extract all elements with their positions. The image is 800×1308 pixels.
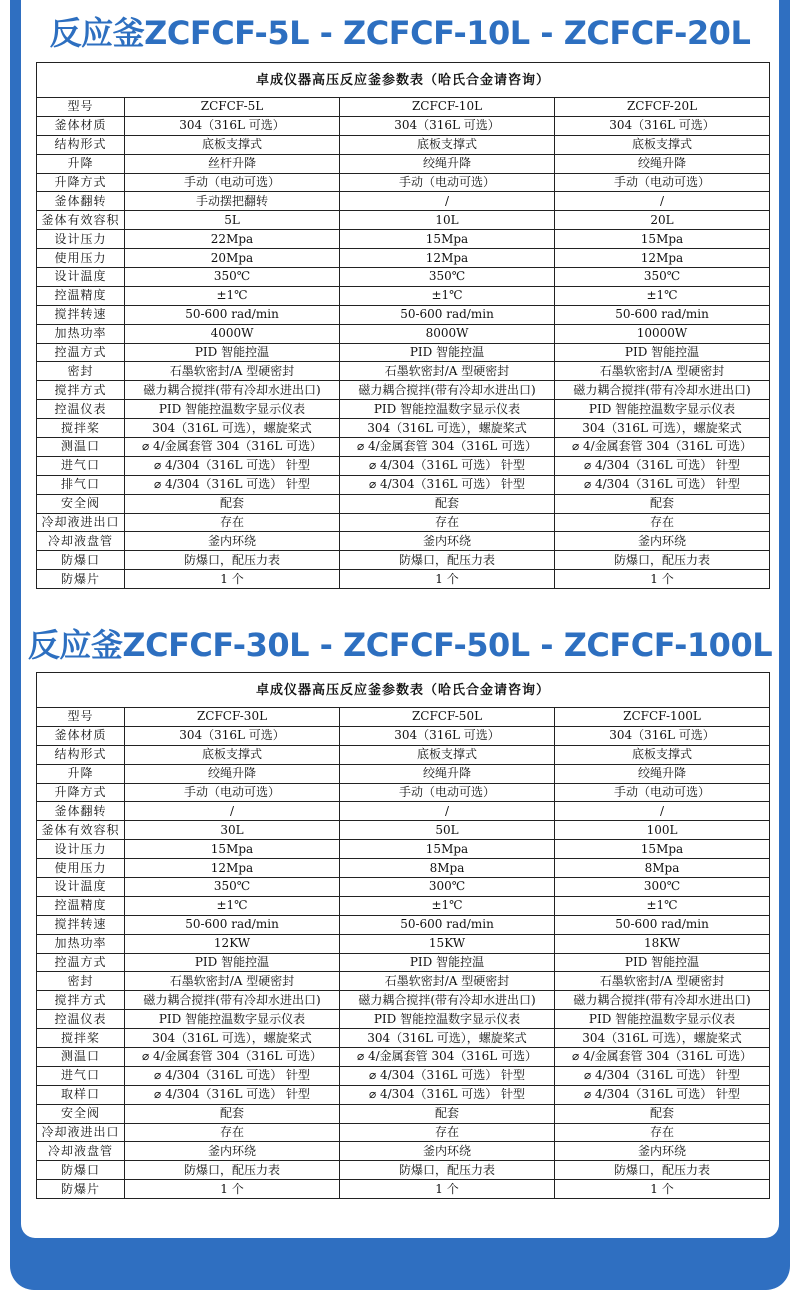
row-label: 防爆口 [37,551,125,570]
value-cell: 8000W [340,324,555,343]
value-cell: 304（316L 可选） [125,726,340,745]
value-cell: PID 智能控温数字显示仪表 [340,1010,555,1029]
value-cell: 底板支撑式 [555,745,770,764]
value-cell: 1 个 [125,570,340,589]
row-label: 安全阀 [37,494,125,513]
value-cell: ⌀ 4/金属套管 304（316L 可选） [125,438,340,457]
value-cell: / [555,192,770,211]
value-cell: 4000W [125,324,340,343]
row-label: 控温仪表 [37,400,125,419]
value-cell: 石墨软密封/A 型硬密封 [340,972,555,991]
value-cell: 100L [555,821,770,840]
row-label: 结构形式 [37,745,125,764]
table-row [37,1123,770,1142]
row-label: 密封 [37,972,125,991]
value-cell: 1 个 [125,1180,340,1199]
table-row [37,305,770,324]
value-cell: PID 智能控温数字显示仪表 [340,400,555,419]
value-cell: 手动（电动可选） [125,783,340,802]
value-cell: 存在 [340,1123,555,1142]
table-row [37,1029,770,1048]
value-cell: 防爆口，配压力表 [555,1161,770,1180]
value-cell: ⌀ 4/304（316L 可选） 针型 [555,1066,770,1085]
row-label: 控温方式 [37,953,125,972]
table-row [37,764,770,783]
value-cell: ZCFCF-5L [125,98,340,117]
value-cell: ZCFCF-100L [555,708,770,727]
row-label: 使用压力 [37,249,125,268]
value-cell: 304（316L 可选），螺旋桨式 [555,1029,770,1048]
value-cell: PID 智能控温 [340,343,555,362]
value-cell: 304（316L 可选），螺旋桨式 [340,419,555,438]
value-cell: 304（316L 可选），螺旋桨式 [125,419,340,438]
section-heading-2: 反应釜ZCFCF-30L - ZCFCF-50L - ZCFCF-100L [27,626,773,664]
value-cell: ⌀ 4/304（316L 可选） 针型 [340,456,555,475]
value-cell: 底板支撑式 [340,745,555,764]
value-cell: 15Mpa [125,840,340,859]
table-row [37,456,770,475]
table-row [37,116,770,135]
row-label: 安全阀 [37,1104,125,1123]
value-cell: 12KW [125,934,340,953]
table-row [37,173,770,192]
table-row [37,494,770,513]
row-label: 釜体有效容积 [37,211,125,230]
value-cell: ⌀ 4/金属套管 304（316L 可选） [340,1048,555,1067]
spec-table-1 [36,62,770,589]
value-cell: 釜内环绕 [555,532,770,551]
table-row [37,745,770,764]
value-cell: 15Mpa [340,840,555,859]
value-cell: ZCFCF-20L [555,98,770,117]
row-label: 进气口 [37,456,125,475]
value-cell: PID 智能控温数字显示仪表 [125,1010,340,1029]
value-cell: 304（316L 可选），螺旋桨式 [125,1029,340,1048]
table-row [37,230,770,249]
value-cell: 釜内环绕 [340,532,555,551]
value-cell: ±1℃ [555,286,770,305]
row-label: 冷却液进出口 [37,513,125,532]
table-row [37,1085,770,1104]
value-cell: 1 个 [340,1180,555,1199]
row-label: 冷却液盘管 [37,1142,125,1161]
value-cell: 存在 [125,1123,340,1142]
value-cell: / [125,802,340,821]
value-cell: 绞绳升降 [125,764,340,783]
value-cell: PID 智能控温 [555,343,770,362]
value-cell: 20L [555,211,770,230]
table-row [37,400,770,419]
table-row [37,362,770,381]
value-cell: ⌀ 4/304（316L 可选） 针型 [125,1066,340,1085]
value-cell: 15Mpa [340,230,555,249]
row-label: 升降方式 [37,173,125,192]
value-cell: 22Mpa [125,230,340,249]
row-label: 设计温度 [37,878,125,897]
table-row [37,1066,770,1085]
row-label: 取样口 [37,1085,125,1104]
value-cell: ⌀ 4/金属套管 304（316L 可选） [125,1048,340,1067]
value-cell: PID 智能控温 [125,953,340,972]
table-row [37,513,770,532]
row-label: 型号 [37,708,125,727]
value-cell: 8Mpa [555,859,770,878]
value-cell: 配套 [125,1104,340,1123]
row-label: 防爆片 [37,1180,125,1199]
table-row [37,532,770,551]
value-cell: 釜内环绕 [340,1142,555,1161]
value-cell: 绞绳升降 [340,764,555,783]
value-cell: 存在 [555,1123,770,1142]
value-cell: 石墨软密封/A 型硬密封 [125,972,340,991]
value-cell: 300℃ [555,878,770,897]
value-cell: 磁力耦合搅拌(带有冷却水进出口) [555,991,770,1010]
value-cell: 磁力耦合搅拌(带有冷却水进出口) [340,991,555,1010]
table-row [37,1010,770,1029]
value-cell: 手动摆把翻转 [125,192,340,211]
table-row [37,802,770,821]
table-row [37,1048,770,1067]
row-label: 加热功率 [37,934,125,953]
value-cell: 手动（电动可选） [555,173,770,192]
row-label: 测温口 [37,1048,125,1067]
value-cell: PID 智能控温数字显示仪表 [125,400,340,419]
value-cell: 304（316L 可选），螺旋桨式 [555,419,770,438]
value-cell: 手动（电动可选） [340,173,555,192]
value-cell: 磁力耦合搅拌(带有冷却水进出口) [555,381,770,400]
value-cell: 50-600 rad/min [555,915,770,934]
row-label: 密封 [37,362,125,381]
row-label: 搅拌转速 [37,305,125,324]
value-cell: 手动（电动可选） [125,173,340,192]
value-cell: ⌀ 4/304（316L 可选） 针型 [555,475,770,494]
row-label: 控温精度 [37,896,125,915]
row-label: 设计压力 [37,230,125,249]
value-cell: 12Mpa [125,859,340,878]
row-label: 升降 [37,764,125,783]
table-row [37,934,770,953]
value-cell: 石墨软密封/A 型硬密封 [555,362,770,381]
row-label: 搅拌桨 [37,419,125,438]
table-row [37,249,770,268]
table-row [37,438,770,457]
value-cell: 18KW [555,934,770,953]
value-cell: PID 智能控温 [340,953,555,972]
value-cell: ZCFCF-30L [125,708,340,727]
table-row [37,1104,770,1123]
value-cell: 1 个 [555,1180,770,1199]
value-cell: ⌀ 4/304（316L 可选） 针型 [555,1085,770,1104]
value-cell: 底板支撑式 [125,745,340,764]
row-label: 釜体翻转 [37,192,125,211]
value-cell: 350℃ [340,268,555,287]
table-row [37,915,770,934]
table-row [37,708,770,727]
value-cell: 防爆口，配压力表 [340,551,555,570]
value-cell: 50-600 rad/min [125,915,340,934]
value-cell: 12Mpa [340,249,555,268]
row-label: 进气口 [37,1066,125,1085]
value-cell: 304（316L 可选） [340,726,555,745]
value-cell: 手动（电动可选） [340,783,555,802]
table-row [37,859,770,878]
value-cell: 配套 [555,494,770,513]
value-cell: ⌀ 4/金属套管 304（316L 可选） [555,438,770,457]
row-label: 搅拌桨 [37,1029,125,1048]
value-cell: 304（316L 可选） [555,116,770,135]
value-cell: 釜内环绕 [555,1142,770,1161]
value-cell: 15Mpa [555,840,770,859]
table-row [37,286,770,305]
value-cell: 存在 [340,513,555,532]
row-label: 升降 [37,154,125,173]
value-cell: 底板支撑式 [125,135,340,154]
table-row [37,135,770,154]
table-row [37,821,770,840]
value-cell: 20Mpa [125,249,340,268]
value-cell: 存在 [555,513,770,532]
row-label: 釜体材质 [37,116,125,135]
row-label: 设计压力 [37,840,125,859]
value-cell: 50-600 rad/min [125,305,340,324]
value-cell: 绞绳升降 [555,764,770,783]
row-label: 测温口 [37,438,125,457]
value-cell: ⌀ 4/金属套管 304（316L 可选） [340,438,555,457]
value-cell: 1 个 [340,570,555,589]
row-label: 升降方式 [37,783,125,802]
table-row [37,268,770,287]
table-row [37,381,770,400]
value-cell: 磁力耦合搅拌(带有冷却水进出口) [125,991,340,1010]
table-row [37,1180,770,1199]
row-label: 冷却液盘管 [37,532,125,551]
value-cell: 304（316L 可选），螺旋桨式 [340,1029,555,1048]
value-cell: 釜内环绕 [125,532,340,551]
value-cell: 50-600 rad/min [555,305,770,324]
row-label: 使用压力 [37,859,125,878]
value-cell: 50-600 rad/min [340,305,555,324]
value-cell: 304（316L 可选） [555,726,770,745]
row-label: 型号 [37,98,125,117]
value-cell: ⌀ 4/金属套管 304（316L 可选） [555,1048,770,1067]
table-row [37,98,770,117]
value-cell: 丝杆升降 [125,154,340,173]
table-row [37,991,770,1010]
table-row [37,953,770,972]
value-cell: 10L [340,211,555,230]
value-cell: 8Mpa [340,859,555,878]
value-cell: 底板支撑式 [340,135,555,154]
value-cell: 15Mpa [555,230,770,249]
value-cell: / [340,192,555,211]
value-cell: ⌀ 4/304（316L 可选） 针型 [125,456,340,475]
value-cell: PID 智能控温 [125,343,340,362]
value-cell: 12Mpa [555,249,770,268]
row-label: 控温精度 [37,286,125,305]
table-row [37,783,770,802]
value-cell: / [555,802,770,821]
value-cell: PID 智能控温 [555,953,770,972]
value-cell: / [340,802,555,821]
row-label: 搅拌方式 [37,991,125,1010]
table-title: 卓成仪器高压反应釜参数表（哈氏合金请咨询） [37,673,770,708]
value-cell: ZCFCF-10L [340,98,555,117]
table-row [37,475,770,494]
section-heading-1: 反应釜ZCFCF-5L - ZCFCF-10L - ZCFCF-20L [49,14,751,52]
table-row [37,570,770,589]
value-cell: ⌀ 4/304（316L 可选） 针型 [340,1085,555,1104]
value-cell: 350℃ [555,268,770,287]
value-cell: 配套 [340,494,555,513]
row-label: 釜体有效容积 [37,821,125,840]
row-label: 搅拌转速 [37,915,125,934]
value-cell: 防爆口，配压力表 [125,1161,340,1180]
value-cell: 配套 [125,494,340,513]
row-label: 防爆片 [37,570,125,589]
row-label: 控温仪表 [37,1010,125,1029]
value-cell: 配套 [340,1104,555,1123]
value-cell: 350℃ [125,878,340,897]
table-row [37,343,770,362]
value-cell: 304（316L 可选） [125,116,340,135]
value-cell: 磁力耦合搅拌(带有冷却水进出口) [125,381,340,400]
row-label: 冷却液进出口 [37,1123,125,1142]
table-row [37,154,770,173]
value-cell: ±1℃ [125,286,340,305]
value-cell: PID 智能控温数字显示仪表 [555,400,770,419]
value-cell: 15KW [340,934,555,953]
table-row [37,192,770,211]
row-label: 设计温度 [37,268,125,287]
table-row [37,896,770,915]
row-label: 排气口 [37,475,125,494]
value-cell: ±1℃ [340,286,555,305]
row-label: 釜体材质 [37,726,125,745]
value-cell: ZCFCF-50L [340,708,555,727]
value-cell: ⌀ 4/304（316L 可选） 针型 [340,475,555,494]
value-cell: 石墨软密封/A 型硬密封 [555,972,770,991]
value-cell: 5L [125,211,340,230]
value-cell: ⌀ 4/304（316L 可选） 针型 [340,1066,555,1085]
value-cell: 300℃ [340,878,555,897]
value-cell: ±1℃ [340,896,555,915]
spec-table-2 [36,672,770,1199]
value-cell: 底板支撑式 [555,135,770,154]
value-cell: 绞绳升降 [340,154,555,173]
table-row [37,211,770,230]
row-label: 控温方式 [37,343,125,362]
table-row [37,551,770,570]
row-label: 防爆口 [37,1161,125,1180]
value-cell: 防爆口，配压力表 [555,551,770,570]
value-cell: 防爆口，配压力表 [125,551,340,570]
value-cell: 50-600 rad/min [340,915,555,934]
value-cell: 350℃ [125,268,340,287]
table-row [37,840,770,859]
value-cell: 存在 [125,513,340,532]
table-row [37,419,770,438]
value-cell: 石墨软密封/A 型硬密封 [125,362,340,381]
value-cell: 30L [125,821,340,840]
value-cell: 10000W [555,324,770,343]
value-cell: 手动（电动可选） [555,783,770,802]
value-cell: 釜内环绕 [125,1142,340,1161]
row-label: 搅拌方式 [37,381,125,400]
value-cell: 304（316L 可选） [340,116,555,135]
value-cell: 1 个 [555,570,770,589]
value-cell: ⌀ 4/304（316L 可选） 针型 [125,1085,340,1104]
value-cell: ±1℃ [555,896,770,915]
value-cell: 磁力耦合搅拌(带有冷却水进出口) [340,381,555,400]
value-cell: ⌀ 4/304（316L 可选） 针型 [125,475,340,494]
table-row [37,878,770,897]
value-cell: 50L [340,821,555,840]
table-row [37,1161,770,1180]
row-label: 釜体翻转 [37,802,125,821]
table-title: 卓成仪器高压反应釜参数表（哈氏合金请咨询） [37,63,770,98]
value-cell: 配套 [555,1104,770,1123]
value-cell: ⌀ 4/304（316L 可选） 针型 [555,456,770,475]
value-cell: 防爆口，配压力表 [340,1161,555,1180]
value-cell: 绞绳升降 [555,154,770,173]
value-cell: PID 智能控温数字显示仪表 [555,1010,770,1029]
table-row [37,324,770,343]
value-cell: 石墨软密封/A 型硬密封 [340,362,555,381]
row-label: 结构形式 [37,135,125,154]
table-row [37,972,770,991]
value-cell: ±1℃ [125,896,340,915]
row-label: 加热功率 [37,324,125,343]
table-row [37,1142,770,1161]
table-row [37,726,770,745]
